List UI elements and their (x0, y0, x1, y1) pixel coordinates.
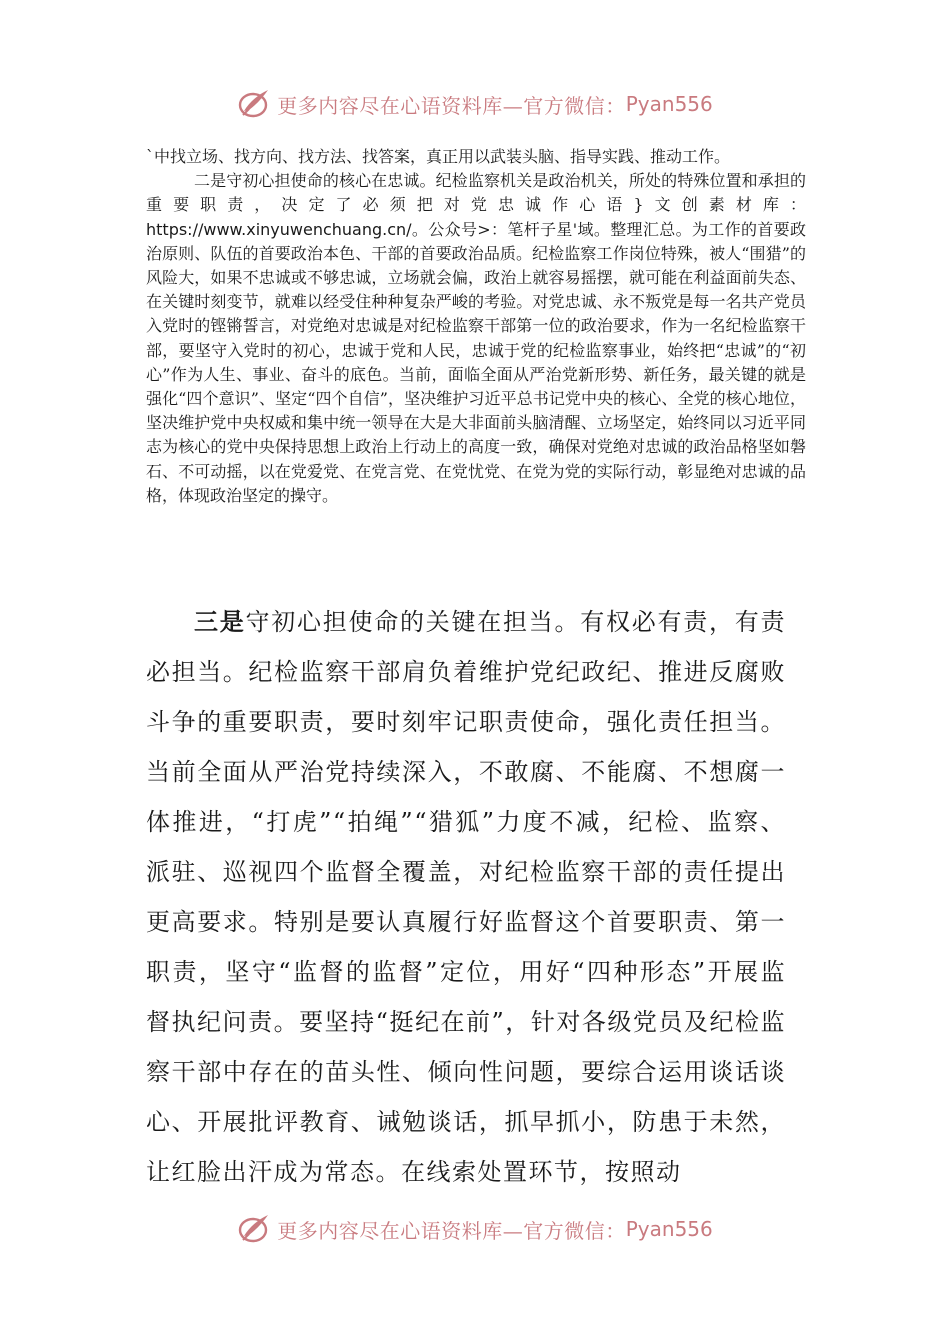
quill-logo-icon (237, 1212, 271, 1246)
paragraph-loyalty-part2: 。公众号>：笔杆子星'域。整理汇总。为工作的首要政治原则、队伍的首要政治本色、干部的首要政治品质。纪检监察工作岗位特殊，被人“围猎”的风险大，如果不忠诚或不够忠诚，立场就会偏，政治上就容易摇摆，就可能在利益面前失态、在关键时刻变节，就难以经受住种种复杂严峻的考验。对党忠诚、永不叛党是每一名共产党员入党时的铿锵誓言，对党绝对忠诚是对纪检监察干部第一位的政治要求，作为一名纪检监察干部，要坚守入党时的初心，忠诚于党和人民，忠诚于党的纪检监察事业，始终把“忠诚”的“初心”作为人生、事业、奋斗的底色。当前，面临全面从严治党新形势、新任务，最关键的就是强化“四个意识”、坚定“四个自信”，坚决维护习近平总书记党中央的核心、全党的核心地位，坚决维护党中央权威和集中统一领导在大是大非面前头脑清醒、立场坚定，始终同以习近平同志为核心的党中央保持思想上政治上行动上的高度一致，确保对党绝对忠诚的政治品格坚如磐石、不可动摇，以在党爱党、在党言党、在党忧党、在党为党的实际行动，彰显绝对忠诚的品格，体现政治坚定的操守。 (146, 219, 806, 505)
banner-handle: Pyan556 (625, 1217, 713, 1241)
banner-text: 更多内容尽在心语资料库—官方微信： (277, 93, 626, 118)
header-banner (0, 84, 950, 124)
paragraph-responsibility-body: 守初心担使命的关键在担当。有权必有责，有责必担当。纪检监察干部肩负着维护党纪政纪、推进反腐败斗争的重要职责，要时刻牢记职责使命，强化责任担当。当前全面从严治党持续深入，不敢腐、不能腐、不想腐一体推进，“打虎”“拍绳”“猎狐”力度不减，纪检、监察、派驻、巡视四个监督全覆盖，对纪检监察干部的责任提出更高要求。特别是要认真履行好监督这个首要职责、第一职责，坚守“监督的监督”定位，用好“四种形态”开展监督执纪问责。要坚持“挺纪在前”，针对各级党员及纪检监察干部中存在的苗头性、倾向性问题，要综合运用谈话谈心、开展批评教育、诫勉谈话，抓早抓小，防患于未然，让红脸出汗成为常态。在线索处置环节，按照动 (146, 608, 786, 1186)
paragraph-loyalty (146, 169, 806, 508)
banner-text: 更多内容尽在心语资料库—官方微信： (277, 1218, 626, 1243)
footer-banner (0, 1209, 950, 1249)
small-text-block (146, 145, 806, 508)
paragraph-loyalty-part1: 二是守初心担使命的核心在忠诚。纪检监察机关是政治机关，所处的特殊位置和承担的重要职责，决定了必须把对党忠诚作心语}文创素材库： (146, 171, 806, 215)
paragraph-continuation: `中找立场、找方向、找方法、找答案，真正用以武装头脑、指导实践、推动工作。 (146, 147, 731, 166)
large-text-block (146, 597, 786, 1197)
paragraph-lead: 三是 (194, 607, 246, 636)
source-url: https://www.xinyuwenchuang.cn/ (146, 219, 412, 239)
banner-handle: Pyan556 (625, 92, 713, 116)
quill-logo-icon (237, 87, 271, 121)
paragraph-responsibility (146, 597, 786, 1197)
